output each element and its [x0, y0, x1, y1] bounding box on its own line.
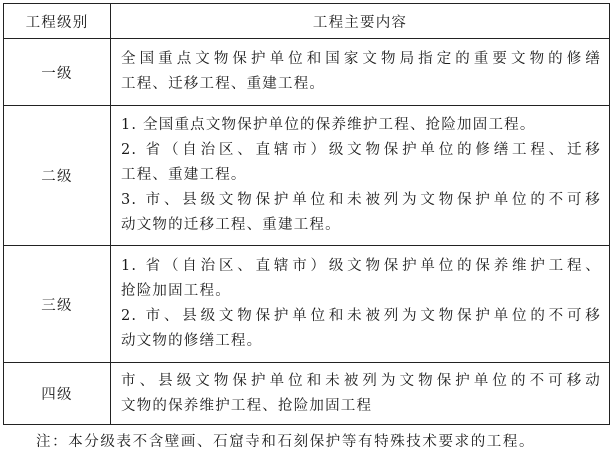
content-cell	[111, 106, 610, 246]
content-line: 市、县级文物保护单位和未被列为文物保护单位的不可移动	[121, 372, 601, 389]
content-line: 动文物的迁移工程、重建工程。	[121, 217, 341, 233]
table-row	[4, 363, 610, 425]
level-cell: 四级	[4, 363, 111, 425]
content-line: 文物的保养维护工程、抢险加固工程	[121, 397, 373, 414]
content-line: 2. 省（自治区、直辖市）级文物保护单位的修缮工程、迁移	[121, 142, 601, 158]
table-row	[4, 106, 610, 246]
content-line: 全国重点文物保护单位和国家文物局指定的重要文物的修缮	[121, 51, 601, 67]
header-level: 工程级别	[4, 4, 111, 39]
content-line: 动文物的修缮工程。	[121, 333, 263, 349]
level-cell: 三级	[4, 246, 111, 363]
content-line: 抢险加固工程。	[121, 283, 231, 299]
content-line: 2. 市、县级文物保护单位和未被列为文物保护单位的不可移	[121, 308, 601, 324]
level-cell: 一级	[4, 39, 111, 106]
table-row	[4, 39, 610, 106]
engineering-level-table	[3, 3, 610, 425]
content-line: 工程、重建工程。	[121, 167, 247, 183]
content-line: 工程、迁移工程、重建工程。	[121, 76, 326, 92]
content-line: 3. 市、县级文物保护单位和未被列为文物保护单位的不可移	[121, 192, 601, 208]
level-cell: 二级	[4, 106, 111, 246]
table-row	[4, 246, 610, 363]
content-line: 1. 省（自治区、直辖市）级文物保护单位的保养维护工程、	[121, 258, 601, 274]
header-content: 工程主要内容	[111, 4, 610, 39]
content-cell	[111, 246, 610, 363]
content-cell	[111, 39, 610, 106]
table-footnote: 注：本分级表不含壁画、石窟寺和石刻保护等有特殊技术要求的工程。	[36, 434, 536, 450]
content-line: 1. 全国重点文物保护单位的保养维护工程、抢险加固工程。	[121, 117, 536, 133]
content-cell	[111, 363, 610, 425]
table-header-row	[4, 4, 610, 39]
